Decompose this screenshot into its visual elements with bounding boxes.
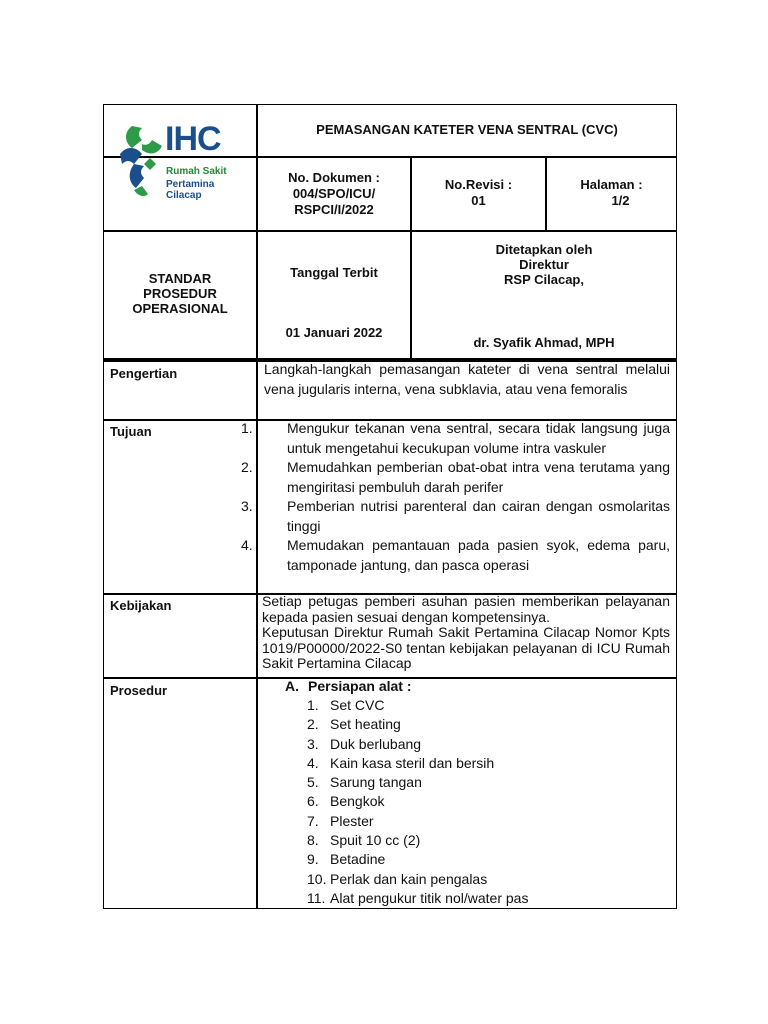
tujuan-label: Tujuan [110, 424, 152, 439]
tujuan-list [241, 419, 670, 575]
list-item: 11. Alat pengukur titik nol/water pas [307, 889, 529, 906]
list-item: 3. Duk berlubang [307, 735, 422, 752]
page-label: Halaman : [580, 177, 643, 192]
kebijakan-paragraph-1: Setiap petugas pemberi asuhan pasien memberikan pelayanan kepada pasien sesuai dengan kompetensinya. [262, 593, 670, 625]
rule [256, 104, 258, 909]
set-by-line-2: Direktur [519, 257, 569, 272]
list-item: 3. Pemberian nutrisi parenteral dan cairan dengan osmolaritas tinggi [241, 498, 670, 534]
list-item: 2. Memudahkan pemberian obat-obat intra vena terutama yang mengiritasi pembuluh darah perifer [241, 459, 670, 495]
list-item: 10. Perlak dan kain pengalas [307, 870, 488, 887]
kebijakan-paragraph-2: Keputusan Direktur Rumah Sakit Pertamina Cilacap Nomor Kpts 1019/P00000/2022-S0 tentan kebijakan pelayanan di ICU Rumah Sakit Pertamina Cilacap [262, 624, 670, 671]
prosedur-heading-letter: A. [285, 678, 299, 694]
list-item: 7. Plester [307, 812, 374, 829]
logo-line-1: Rumah Sakit [166, 166, 227, 177]
issued-date: 01 Januari 2022 [285, 325, 383, 340]
spo-label [105, 271, 255, 316]
set-by-line-1: Ditetapkan oleh [495, 242, 593, 257]
spo-line-3: OPERASIONAL [132, 301, 228, 316]
spo-line-1: STANDAR [148, 271, 212, 286]
set-by [412, 242, 676, 287]
document-title: PEMASANGAN KATETER VENA SENTRAL (CVC) [316, 122, 618, 137]
prosedur-list [307, 696, 667, 908]
spo-line-2: PROSEDUR [143, 286, 217, 301]
pengertian-text: Langkah-langkah pemasangan kateter di vena sentral melalui vena jugularis interna, vena subklavia, atau vena femoralis [264, 361, 670, 397]
kebijakan-text [262, 594, 670, 672]
logo-line-2: Pertamina Cilacap [166, 179, 215, 201]
hospital-logo [108, 112, 252, 204]
list-item: 9. Betadine [307, 851, 386, 868]
list-item: 1. Mengukur tekanan vena sentral, secara tidak langsung juga untuk mengetahui kecukupan volume intra vaskuler [241, 420, 670, 456]
list-item: 4. Memudakan pemantauan pada pasien syok, edema paru, tamponade jantung, dan pasca operasi [241, 537, 670, 573]
page-number [547, 177, 676, 209]
document-number [258, 170, 410, 218]
revision-label: No.Revisi : [444, 177, 513, 192]
issued-label: Tanggal Terbit [290, 265, 378, 280]
list-item: 8. Spuit 10 cc (2) [307, 832, 421, 849]
page-value: 1/2 [611, 193, 630, 208]
doc-number-value-2: RSPCI/I/2022 [294, 202, 374, 217]
doc-number-value-1: 004/SPO/ICU/ [292, 186, 376, 201]
prosedur-heading-text: Persiapan alat : [308, 678, 412, 694]
list-item: 6. Bengkok [307, 793, 385, 810]
doc-number-label: No. Dokumen : [288, 170, 380, 185]
list-item: 5. Sarung tangan [307, 774, 422, 791]
rule [103, 230, 677, 232]
revision [412, 177, 545, 209]
prosedur-heading [285, 678, 412, 694]
list-item: 2. Set heating [307, 716, 401, 733]
list-item: 1. Set CVC [307, 697, 385, 713]
revision-value: 01 [471, 193, 486, 208]
prosedur-label: Prosedur [110, 683, 168, 698]
signer-name: dr. Syafik Ahmad, MPH [473, 335, 615, 350]
rule [256, 156, 677, 158]
logo-brand: IHC [165, 120, 221, 158]
cross-logo-icon [110, 120, 170, 204]
set-by-line-3: RSP Cilacap, [504, 272, 584, 287]
pengertian-label: Pengertian [110, 366, 178, 381]
list-item: 4. Kain kasa steril dan bersih [307, 754, 495, 771]
kebijakan-label: Kebijakan [110, 598, 172, 613]
